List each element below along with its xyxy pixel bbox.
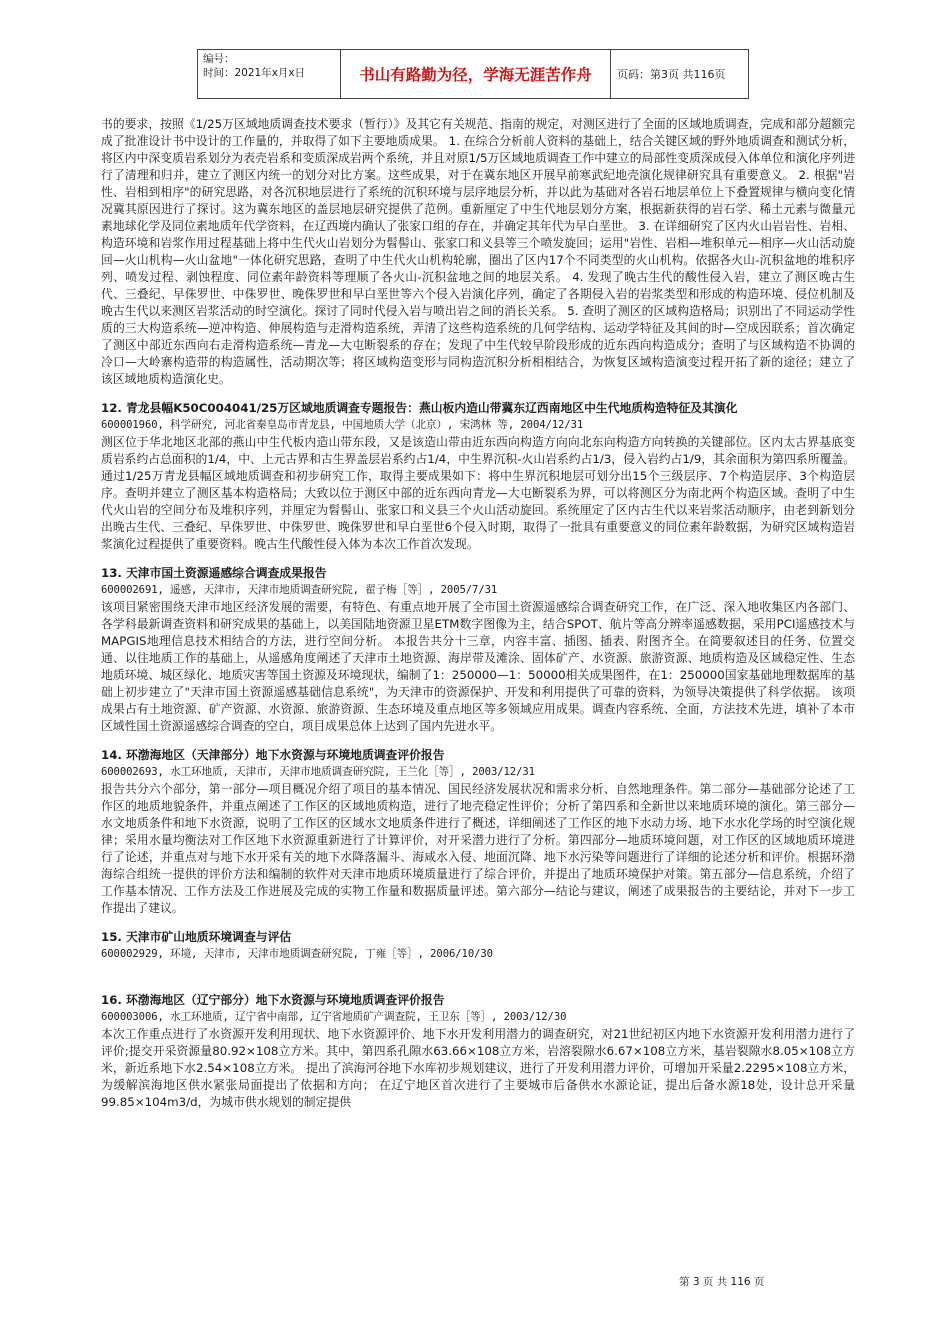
entry-meta: 600002691, 遥感, 天津市, 天津市地质调查研究院, 翟子梅［等］, 2005/7/31: [101, 584, 498, 596]
header-page-label: 页码：第3页 共116页: [617, 68, 726, 81]
entry-title: 14. 环渤海地区（天津部分）地下水资源与环境地质调查评价报告: [101, 748, 445, 762]
entry-abstract: 本次工作重点进行了水资源开发利用现状、地下水资源评价、地下水开发利用潜力的调查研究，对21世纪初区内地下水资源开发利用潜力进行了评价;提交开采资源量80.92×108立方米。其中，第四系孔隙水63.66×108立方米，岩溶裂隙水6.67×108立方米，基岩裂隙水8.05×108立方米，新近系地下水2.54×108立方米。 提出了滨海河谷地下水库初步规划建议，进行了开发利用潜力评价，可增加开采量2.2295×108立方米，为缓解滨海地区供水紧张局面提出了依据和方向； 在辽宁地区首次进行了主要城市后备供水水源论证，提出后备水源18处，设计总开采量99.85×104m3/d，为城市供水规划的制定提供: [101, 1027, 855, 1109]
header-motto: 书山有路勤为径，学海无涯苦作舟: [341, 50, 611, 98]
entry-meta: 600002693, 水工环地质, 天津市, 天津市地质调查研究院, 王兰化［等］, 2003/12/31: [101, 766, 535, 778]
entry-title: 13. 天津市国土资源遥感综合调查成果报告: [101, 566, 327, 580]
entry-meta: 600003006, 水工环地质, 辽宁省中南部, 辽宁省地质矿产调查院, 王卫东［等］, 2003/12/30: [101, 1011, 567, 1023]
report-entry-16: [101, 992, 855, 1111]
header-meta-cell: [198, 50, 341, 98]
report-entry-13: [101, 565, 855, 735]
document-time-label: 时间：2021年x月x日: [203, 67, 306, 79]
page-header: [197, 49, 749, 99]
entry-abstract: 测区位于华北地区北部的燕山中生代板内造山带东段，又是该造山带由近东西向构造方向向北东向构造方向转换的关键部位。区内太古界基底变质岩系约占总面积的1/4，中、上元古界和古生界盖层岩系约占1/4，中生界沉积-火山岩系约占1/3，侵入岩约占1/9，其余面积为第四系所覆盖。通过1/25万青龙县幅区域地质调查和初步研究工作，取得主要成果如下：将中生界沉积地层可划分出15个三级层序、7个构造层序、3个构造层序。查明并建立了测区基本构造格局；大致以位于测区中部的近东西向青龙—大屯断裂系为界，可以将测区分为南北两个构造区域。查明了中生代火山岩的空间分布及堆积序列，并厘定为髫髻山、张家口和义县三个火山活动旋回。系统厘定了区内古生代以来岩浆活动顺序，由老到新划分出晚古生代、三叠纪、早侏罗世、中侏罗世、晚侏罗世和早白垩世6个侵入时期，取得了一批具有重要意义的同位素年龄数据，为研究区域构造岩浆演化过程提供了重要资料。晚古生代酸性侵入体为本次工作首次发现。: [101, 435, 855, 551]
report-entry-14: [101, 747, 855, 917]
entry-title: 12. 青龙县幅K50C004041/25万区域地质调查专题报告：燕山板内造山带冀东辽西南地区中生代地质构造特征及其演化: [101, 401, 738, 415]
entry-title: 16. 环渤海地区（辽宁部分）地下水资源与环境地质调查评价报告: [101, 993, 445, 1007]
report-entry-12: [101, 400, 855, 553]
entry-abstract: 该项目紧密围绕天津市地区经济发展的需要，有特色、有重点地开展了全市国土资源遥感综合调查研究工作，在广泛、深入地收集区内各部门、各学科最新调查资料和研究成果的基础上，以美国陆地资源卫星ETM数字图像为主，结合SPOT、航片等高分辨率遥感数据，采用PCI遥感技术与MAPGIS地理信息技术相结合的方法，进行空间分析。 本报告共分十三章，内容丰富、插图、插表、附图齐全。在简要叙述目的任务、位置交通、以往地质工作的基础上，从遥感角度阐述了天津市土地资源、海岸带及滩涂、固体矿产、水资源、旅游资源、地质构造及区域稳定性、生态地质环境、城区绿化、地质灾害等国土资源及环境现状，编制了1：250000—1：50000相关成果图件，在1：250000国家基础地理数据库的基础上初步建立了"天津市国土资源遥感基础信息系统"，为天津市的资源保护、开发和利用提供了可靠的资料，为领导决策提供了科学依据。 该项成果占有土地资源、矿产资源、水资源、旅游资源、生态环境及重点地区等多领域应用成果。调查内容系统、全面，方法技术先进，填补了本市区域性国土资源遥感综合调查的空白，项目成果总体上达到了国内先进水平。: [101, 600, 855, 733]
report-entry-15: [101, 929, 855, 963]
entry-meta: 600001960, 科学研究, 河北省秦皇岛市青龙县, 中国地质大学（北京）, 宋鸿林 等, 2004/12/31: [101, 419, 584, 431]
entry-meta: 600002929, 环境, 天津市, 天津市地质调查研究院, 丁雍［等］, 2006/10/30: [101, 948, 493, 960]
entry-abstract: 报告共分六个部分，第一部分—项目概况介绍了项目的基本情况、国民经济发展状况和需求分析、自然地理条件。第二部分—基础部分论述了工作区的地质地貌条件，并重点阐述了工作区的区域地质构造，进行了地壳稳定性评价；分析了第四系和全新世以来地质环境的演化。第三部分—水文地质条件和地下水资源，说明了工作区的区域水文地质条件进行了概述，详细阐述了工作区的地下水动力场、地下水水化学场的时空演化规律；采用水量均衡法对工作区地下水资源重新进行了计算评价，对开采潜力进行了分析。第四部分—地质环境问题，对工作区的区域地质环境进行了论述，并重点对与地下水开采有关的地下水降落漏斗、海咸水入侵、地面沉降、地下水污染等问题进行了详细的论述分析和评价。根据环渤海综合组统一提供的评价方法和编制的软件对天津市地质环境质量进行了综合评价，并提出了地质环境保护对策。第五部分—信息系统，介绍了工作基本情况、工作方法及工作进展及完成的实物工作量和数据质量评述。第六部分—结论与建议，阐述了成果报告的主要结论，并对下一步工作提出了建议。: [101, 782, 855, 915]
page-footer: 第 3 页 共 116 页: [679, 1276, 765, 1288]
document-number-label: 编号：: [203, 53, 235, 65]
entry-title: 15. 天津市矿山地质环境调查与评估: [101, 930, 292, 944]
intro-paragraph: 书的要求，按照《1/25万区域地质调查技术要求（暂行）》及其它有关规范、指南的规定，对测区进行了全面的区域地质调查，完成和部分超额完成了批准设计书中设计的工作量的，并取得了如下主要地质成果。 1. 在综合分析前人资料的基础上，结合关键区域的野外地质调查和测试分析，将区内中深变质岩系划分为表壳岩系和变质深成岩两个系统，并且对原1/5万区域地质调查工作中建立的局部性变质深成侵入体单位和演化序列进行了清理和归并，建立了测区内统一的划分对比方案。这些成果，对于在冀东地区开展早前寒武纪地壳演化规律研究具有重要意义。 2. 根据"岩性、岩相到相序"的研究思路，对各沉积地层进行了系统的沉积环境与层序地层分析，并以此为基础对各岩石地层单位上下叠置规律与横向变化情况冀其原因进行了探讨。这为冀东地区的盖层地层研究提供了范例。重新厘定了中生代地层划分方案，根据新获得的岩石学、稀土元素与微量元素地球化学及同位素地质年代学资料，在辽西境内确认了张家口组的存在，并确定其年代为早白垩世。 3. 在详细研究了区内火山岩岩性、岩相、构造环境和岩浆作用过程基础上将中生代火山岩划分为髫髻山、张家口和义县等三个喷发旋回；运用"岩性、岩相—堆积单元—相序—火山活动旋回—火山机构—火山盆地"一体化研究思路，查明了中生代火山机构轮廓，圈出了区内17个不同类型的火山机构。依据各火山-沉积盆地的堆积序列、喷发过程、剥蚀程度、同位素年龄资料等理顺了各火山-沉积盆地之间的地层关系。 4. 发现了晚古生代的酸性侵入岩，建立了测区晚古生代、三叠纪、早侏罗世、中侏罗世、晚侏罗世和早白垩世等六个侵入岩演化序列，确定了各期侵入岩的岩浆类型和形成的构造环境、侵位机制及晚古生代以来测区岩浆活动的时空演化。探讨了同时代侵入岩与喷出岩之间的消长关系。 5. 查明了测区的区域构造格局；识别出了不同运动学性质的三大构造系统—逆冲构造、伸展构造与走滑构造系统，弄清了这些构造系统的几何学结构、运动学特征及其间的时—空成因联系；首次确定了测区中部近东西向右走滑构造系统—青龙—大屯断裂系的存在；发现了中生代较早阶段形成的近东西向构造成分；查明了与区域构造不协调的冷口—大岭寨构造带的构造属性，活动期次等；将区域构造变形与同构造沉积分析相相结合，为恢复区域构造演变过程开拓了新的途径；建立了该区域地质构造演化史。: [101, 117, 855, 386]
document-body: [101, 116, 855, 1111]
